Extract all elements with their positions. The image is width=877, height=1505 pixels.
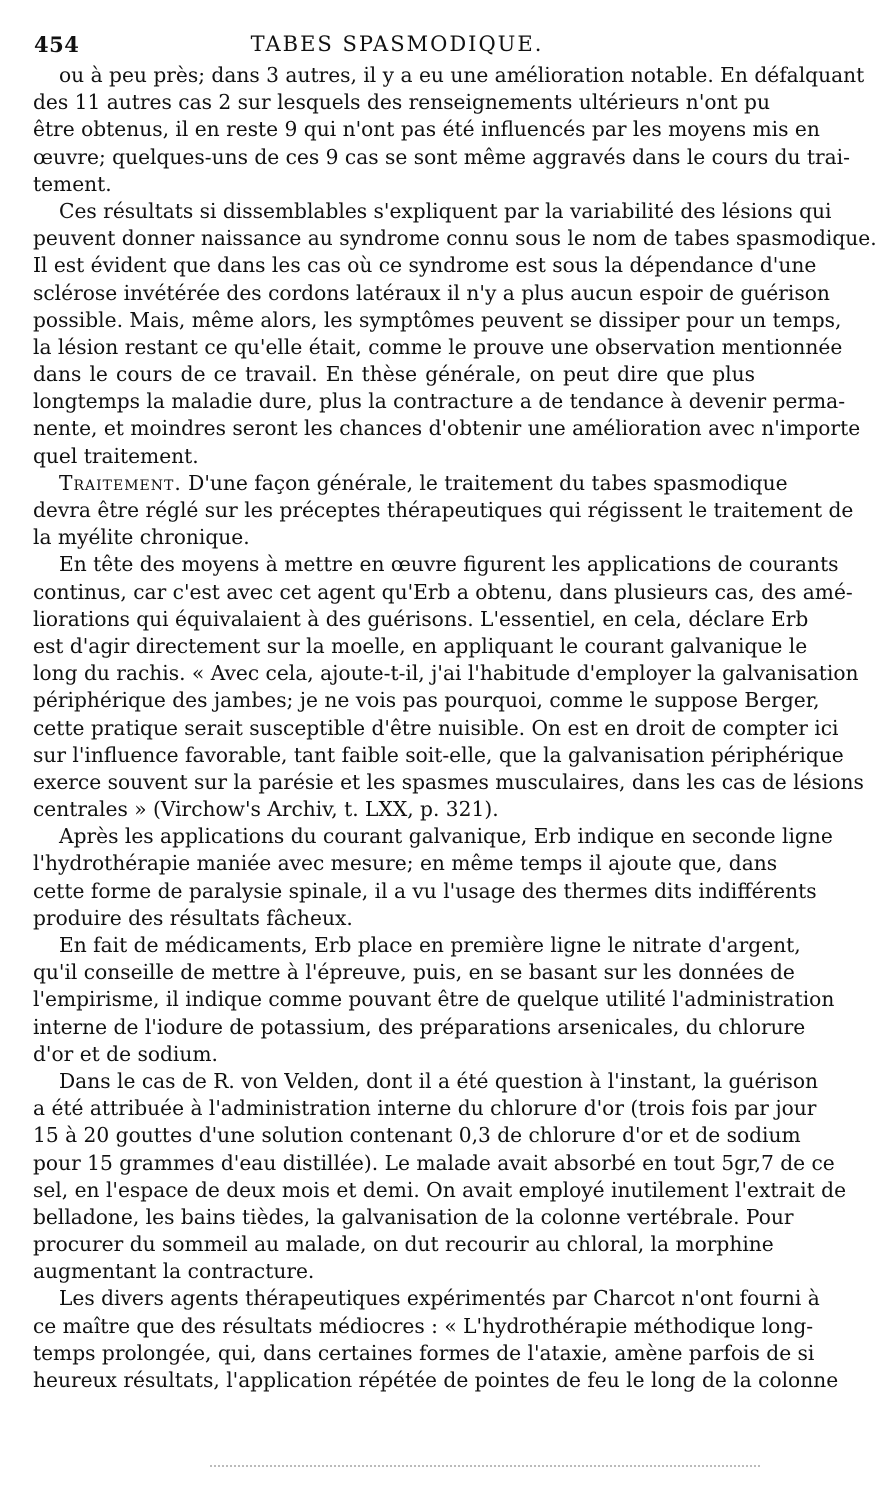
text-line xyxy=(33,878,817,905)
text-line xyxy=(33,1122,801,1149)
text-line xyxy=(33,551,839,578)
line-text: d'or et de sodium. xyxy=(33,1041,218,1066)
text-line xyxy=(33,660,859,687)
line-text: périphérique des jambes; je ne vois pas pourquoi, comme le suppose Berger, xyxy=(33,688,820,713)
line-text: En fait de médicaments, Erb place en première ligne le nitrate d'argent, xyxy=(59,933,801,957)
text-line xyxy=(33,62,865,89)
text-line xyxy=(33,497,854,524)
line-text: l'hydrothérapie maniée avec mesure; en même temps il ajoute que, dans xyxy=(33,851,778,876)
line-text: temps prolongée, qui, dans certaines formes de l'ataxie, amène parfois de si xyxy=(33,1340,815,1365)
text-line xyxy=(33,252,817,279)
line-text: nente, et moindres seront les chances d'obtenir une amélioration avec n'importe xyxy=(33,416,861,441)
text-line xyxy=(33,715,839,742)
text-line xyxy=(33,932,801,959)
line-text: longtemps la maladie dure, plus la contracture a de tendance à devenir perma- xyxy=(33,389,846,414)
text-line xyxy=(33,89,770,116)
text-line xyxy=(33,225,877,252)
text-line xyxy=(33,1177,847,1204)
paragraph xyxy=(33,198,877,470)
line-text: dans le cours de ce travail. En thèse générale, on peut dire que plus xyxy=(33,362,755,387)
paragraph xyxy=(33,1068,847,1286)
line-text: centrales » (Virchow's Archiv, t. LXX, p. 321). xyxy=(33,797,499,822)
text-line xyxy=(33,415,861,442)
text-line xyxy=(33,905,755,932)
text-line xyxy=(33,687,820,714)
text-line xyxy=(33,171,755,198)
body-text xyxy=(33,62,877,1394)
line-text: Les divers agents thérapeutiques expérimentés par Charcot n'ont fourni à xyxy=(59,1286,820,1311)
text-line xyxy=(33,1095,817,1122)
text-line xyxy=(33,1340,815,1367)
text-line xyxy=(33,524,755,551)
page-header xyxy=(34,32,760,60)
line-text: sur l'influence favorable, tant faible soit-elle, que la galvanisation périphérique xyxy=(33,742,844,767)
text-line xyxy=(33,443,755,470)
line-text: Il est évident que dans les cas où ce syndrome est sous la dépendance d'une xyxy=(33,253,817,278)
text-line xyxy=(33,986,835,1013)
line-text: continus, car c'est avec cet agent qu'Erb a obtenu, dans plusieurs cas, des amé- xyxy=(33,579,853,604)
paragraph xyxy=(33,1285,839,1394)
text-line xyxy=(33,1150,835,1177)
line-text: ou à peu près; dans 3 autres, il y a eu une amélioration notable. En défalquant xyxy=(59,63,865,87)
text-line xyxy=(33,1231,774,1258)
line-text: Dans le cas de R. von Velden, dont il a été question à l'instant, la guérison xyxy=(59,1068,819,1093)
paragraph xyxy=(33,823,833,932)
line-text: peuvent donner naissance au syndrome connu sous le nom de tabes spasmodique. xyxy=(33,226,877,251)
paragraph xyxy=(33,932,835,1068)
text-line xyxy=(33,633,808,660)
line-text: interne de l'iodure de potassium, des préparations arsenicales, du chlorure xyxy=(33,1014,806,1039)
line-text: sel, en l'espace de deux mois et demi. On avait employé inutilement l'extrait de xyxy=(33,1177,847,1202)
paragraph xyxy=(33,62,865,198)
line-text: est d'agir directement sur la moelle, en appliquant le courant galvanique le xyxy=(33,633,808,658)
page-number: 454 xyxy=(34,32,80,57)
line-text: long du rachis. « Avec cela, ajoute-t-il, j'ai l'habitude d'employer la galvanisation xyxy=(33,661,859,686)
text-line xyxy=(33,334,843,361)
text-line xyxy=(33,1367,839,1394)
text-line xyxy=(33,1204,794,1231)
line-text: produire des résultats fâcheux. xyxy=(33,905,353,930)
paragraph xyxy=(33,551,864,823)
line-text: Après les applications du courant galvanique, Erb indique en seconde ligne xyxy=(59,824,833,849)
line-text: tement. xyxy=(33,171,112,196)
line-text: liorations qui équivalaient à des guérisons. L'essentiel, en cela, déclare Erb xyxy=(33,606,809,631)
line-text: la lésion restant ce qu'elle était, comme le prouve une observation mentionnée xyxy=(33,334,843,359)
line-text: des 11 autres cas 2 sur lesquels des renseignements ultérieurs n'ont pu xyxy=(33,90,770,115)
section-heading: Traitement. xyxy=(59,470,182,495)
text-line xyxy=(33,1285,820,1312)
paragraph xyxy=(33,470,854,552)
line-text: l'empirisme, il indique comme pouvant être de quelque utilité l'administration xyxy=(33,987,835,1012)
line-text: augmentant la contracture. xyxy=(33,1259,315,1284)
line-text: Ces résultats si dissemblables s'expliquent par la variabilité des lésions qui xyxy=(59,198,832,223)
text-line xyxy=(33,850,778,877)
line-text: qu'il conseille de mettre à l'épreuve, puis, en se basant sur les données de xyxy=(33,960,795,985)
text-line xyxy=(33,307,842,334)
line-text: devra être réglé sur les préceptes thérapeutiques qui régissent le traitement de xyxy=(33,498,854,522)
line-text: pour 15 grammes d'eau distillée). Le malade avait absorbé en tout 5gr,7 de ce xyxy=(33,1150,835,1175)
line-text: cette pratique serait susceptible d'être nuisible. On est en droit de compter ici xyxy=(33,715,839,740)
line-text: a été attribuée à l'administration interne du chlorure d'or (trois fois par jour xyxy=(33,1096,817,1121)
line-text: D'une façon générale, le traitement du tabes spasmodique xyxy=(181,470,788,495)
text-line xyxy=(33,1041,755,1068)
line-text: exerce souvent sur la parésie et les spasmes musculaires, dans les cas de lésions xyxy=(33,769,864,794)
bleed-through-marks xyxy=(210,1465,760,1471)
text-line xyxy=(33,823,833,850)
text-line xyxy=(33,280,830,307)
line-text: la myélite chronique. xyxy=(33,525,250,550)
text-line xyxy=(33,198,832,225)
text-line xyxy=(33,116,820,143)
text-line xyxy=(33,1258,755,1285)
line-text: être obtenus, il en reste 9 qui n'ont pas été influencés par les moyens mis en xyxy=(33,117,820,142)
line-text: sclérose invétérée des cordons latéraux il n'y a plus aucun espoir de guérison xyxy=(33,280,830,305)
line-text: procurer du sommeil au malade, on dut recourir au chloral, la morphine xyxy=(33,1232,774,1257)
line-text: belladone, les bains tièdes, la galvanisation de la colonne vertébrale. Pour xyxy=(33,1204,794,1229)
line-text: quel traitement. xyxy=(33,443,199,468)
text-line xyxy=(33,144,850,171)
text-line xyxy=(33,606,809,633)
text-line xyxy=(33,361,755,388)
running-title: TABES SPASMODIQUE. xyxy=(250,32,544,56)
line-text: possible. Mais, même alors, les symptômes peuvent se dissiper pour un temps, xyxy=(33,307,842,332)
text-line xyxy=(33,579,853,606)
line-text: 15 à 20 gouttes d'une solution contenant 0,3 de chlorure d'or et de sodium xyxy=(33,1123,801,1148)
text-line xyxy=(33,1068,819,1095)
text-line xyxy=(33,388,846,415)
text-line xyxy=(33,742,844,769)
line-text: cette forme de paralysie spinale, il a vu l'usage des thermes dits indifférents xyxy=(33,878,817,903)
text-line xyxy=(33,1014,806,1041)
line-text: En tête des moyens à mettre en œuvre figurent les applications de courants xyxy=(59,552,839,577)
text-line xyxy=(33,796,755,823)
text-line xyxy=(33,470,788,497)
line-text: heureux résultats, l'application répétée de pointes de feu le long de la colonne xyxy=(33,1368,839,1392)
text-line xyxy=(33,959,795,986)
line-text: œuvre; quelques-uns de ces 9 cas se sont même aggravés dans le cours du trai- xyxy=(33,144,850,169)
line-text: ce maître que des résultats médiocres : « L'hydrothérapie méthodique long- xyxy=(33,1313,814,1338)
text-line xyxy=(33,769,864,796)
text-line xyxy=(33,1313,814,1340)
